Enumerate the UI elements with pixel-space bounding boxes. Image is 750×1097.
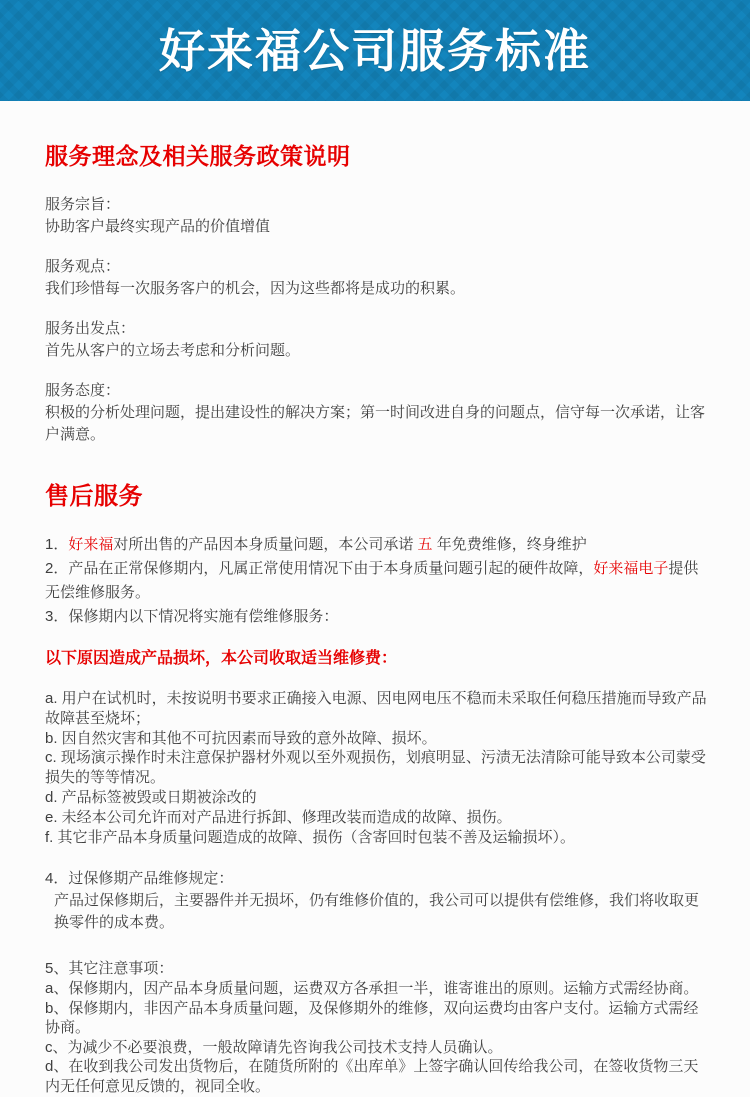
after-sales-item-2 (45, 557, 710, 605)
philosophy-blocks (45, 194, 710, 446)
header-banner (0, 0, 750, 101)
item-number: 2． (45, 560, 69, 577)
policy-text: 首先从客户的立场去考虑和分析问题。 (45, 342, 301, 359)
policy-label: 服务宗旨： (45, 196, 121, 213)
brand-name: 好来福 (68, 536, 114, 553)
policy-text: 我们珍惜每一次服务客户的机会，因为这些都将是成功的积累。 (45, 280, 466, 297)
brand-name: 好来福电子 (593, 560, 669, 577)
item-text: 保修期内以下情况将实施有偿维修服务： (68, 608, 339, 625)
policy-label: 服务观点： (45, 258, 121, 275)
policy-label: 服务出发点： (45, 320, 136, 337)
fee-reason-item: b. 因自然灾害和其他不可抗因素而导致的意外故障、损坏。 (45, 729, 437, 747)
policy-text: 协助客户最终实现产品的价值增值 (45, 218, 271, 235)
after-sales-item-3 (45, 605, 710, 629)
item-text: 提供无偿维修服务。 (45, 560, 699, 601)
policy-block (45, 380, 710, 446)
note-item: a、保修期内，因产品本身质量问题，运费双方各承担一半，谁寄谁出的原则。运输方式需经协商。 (45, 979, 699, 997)
item5-title: 5、其它注意事项： (45, 960, 174, 978)
after-sales-item-1 (45, 533, 710, 557)
after-sales-heading: 售后服务 (45, 483, 143, 510)
policy-block (45, 256, 710, 300)
fee-notice: 以下原因造成产品损坏，本公司收取适当维修费： (45, 650, 398, 667)
item-text: 年免费维修，终身维护 (432, 536, 587, 553)
item-text: 产品在正常保修期内，凡属正常使用情况下由于本身质量问题引起的硬件故障， (68, 560, 594, 577)
policy-block (45, 318, 710, 362)
item-number: 1． (45, 536, 69, 553)
note-item: c、为减少不必要浪费，一般故障请先咨询我公司技术支持人员确认。 (45, 1038, 503, 1056)
after-sales-item-4 (45, 868, 710, 934)
philosophy-heading: 服务理念及相关服务政策说明 (45, 143, 351, 169)
fee-reason-item: a. 用户在试机时，未按说明书要求正确接入电源、因电网电压不稳而未采取任何稳压措施而导致产品故障甚至烧坏； (45, 690, 707, 727)
fee-reason-item: e. 未经本公司允许而对产品进行拆卸、修理改装而造成的故障、损伤。 (45, 808, 512, 826)
page-title: 好来福公司服务标准 (159, 24, 591, 77)
fee-reason-item: c. 现场演示操作时未注意保护器材外观以至外观损伤，划痕明显、污渍无法清除可能导致本公司蒙受损失的等等情况。 (45, 749, 706, 787)
fee-reasons-list (45, 689, 710, 847)
fee-reason-item: d. 产品标签被毁或日期被涂改的 (45, 788, 257, 806)
item-text: 对所出售的产品因本身质量问题，本公司承诺 (113, 536, 418, 553)
item5-notes (45, 979, 710, 1097)
policy-label: 服务态度： (45, 382, 121, 399)
note-item: b、保修期内，非因产品本身质量问题，及保修期外的维修，双向运费均由客户支付。运输方式需经协商。 (45, 999, 699, 1037)
after-sales-item-5 (45, 959, 710, 1096)
fee-reason-item: f. 其它非产品本身质量问题造成的故障、损伤（含寄回时包装不善及运输损坏）。 (45, 828, 576, 846)
item-number: 3． (45, 608, 69, 625)
document-body (0, 138, 750, 1097)
item4-text: 产品过保修期后，主要器件并无损坏，仍有维修价值的，我公司可以提供有偿维修，我们将收取更换零件的成本费。 (54, 892, 700, 932)
policy-text: 积极的分析处理问题，提出建设性的解决方案；第一时间改进自身的问题点，信守每一次承诺，让客户满意。 (45, 404, 706, 443)
note-item: d、在收到我公司发出货物后，在随货所附的《出库单》上签字确认回传给我公司，在签收货物三天内无任何意见反馈的，视同全收。 (45, 1058, 699, 1095)
warranty-years: 五 (417, 536, 433, 553)
item4-title: 4．过保修期产品维修规定： (45, 870, 234, 888)
policy-block (45, 194, 710, 238)
